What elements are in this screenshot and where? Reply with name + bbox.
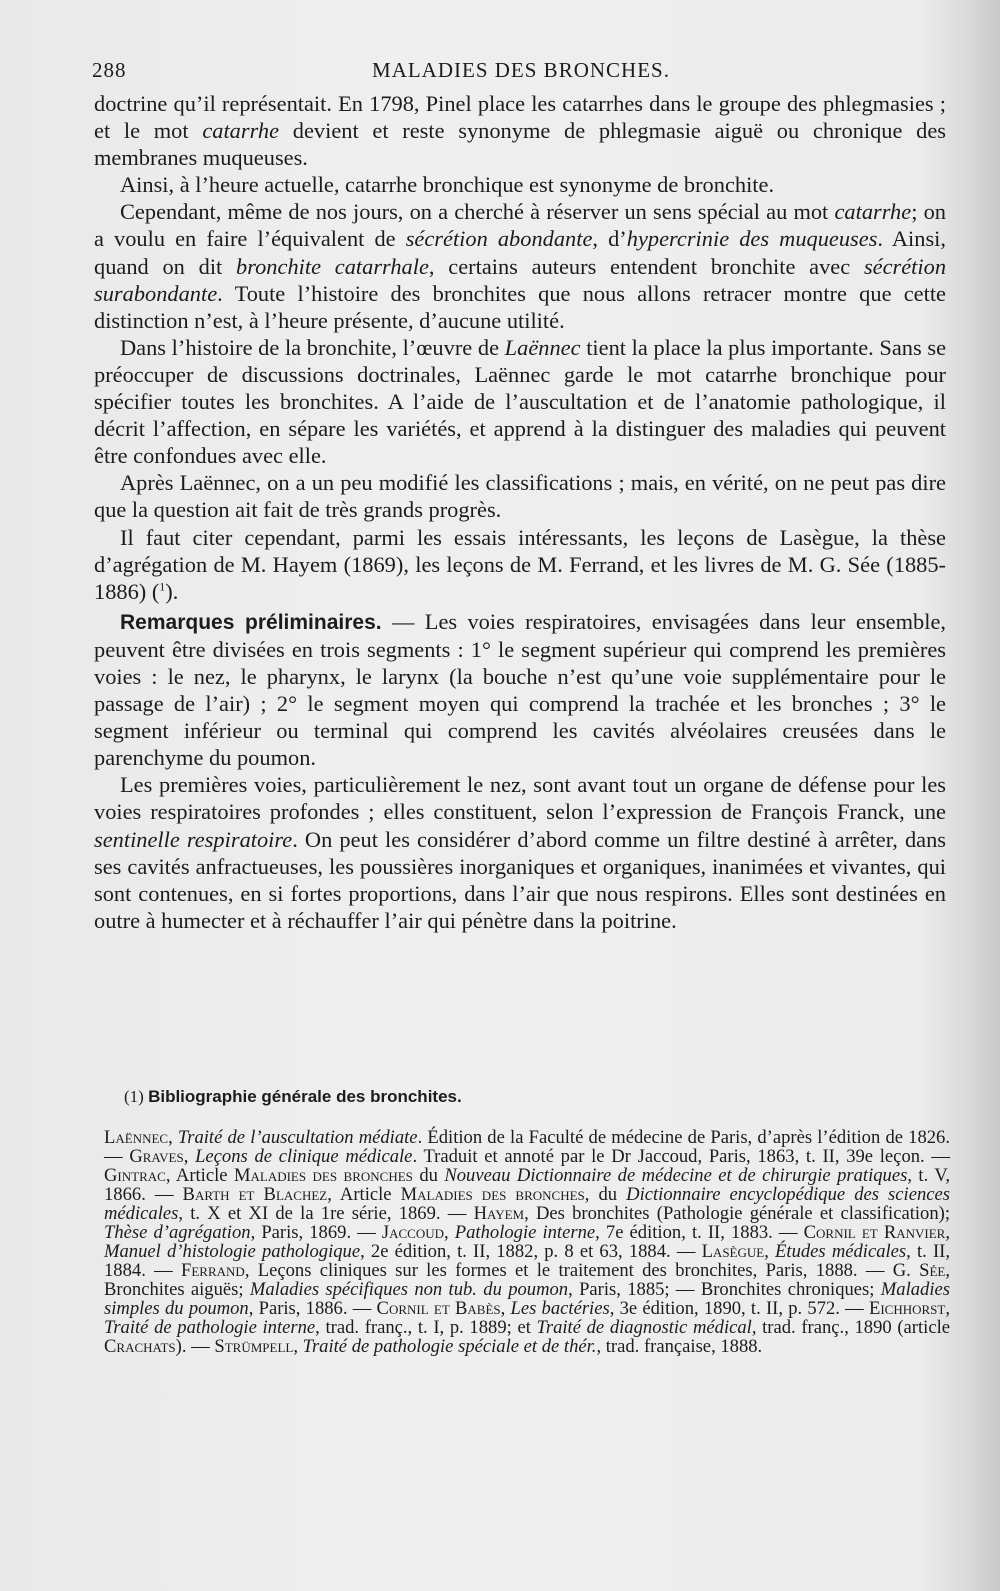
page-number: 288 xyxy=(92,58,127,82)
footnote-heading: (1) Bibliographie générale des bronchites. xyxy=(124,1087,462,1106)
running-head: MALADIES DES BRONCHES. xyxy=(372,58,670,82)
page-header xyxy=(92,58,950,88)
paragraph-4: Dans l’histoire de la bronchite, l’œuvre de Laënnec tient la place la plus importante. Sans se préoccuper de discussions doctrinales, Laënnec garde le mot catarrhe bronchique pour spécifier toutes les bronchites. A l’aide de l’auscultation et de l’anatomie pathologique, il décrit l’affection, en sépare les variétés, et apprend à la distinguer des maladies qui peuvent être confondues avec elle. xyxy=(94,334,947,469)
paragraph-remarques: Remarques préliminaires. — Les voies respiratoires, envisagées dans leur ensemble, peuvent être divisées en trois segments : 1° le segment supérieur qui comprend les premières voies : le nez, le pharynx, le larynx (la bouche n’est qu’une voie supplémentaire pour le passage de l’air) ; 2° le segment moyen qui comprend la trachée et les bronches ; 3° le segment inférieur ou terminal qui comprend les cavités alvéolaires creusées dans le parenchyme du poumon. xyxy=(94,608,946,771)
main-text xyxy=(94,90,946,934)
paragraph-8: Les premières voies, particulièrement le nez, sont avant tout un organe de défense pour les voies respiratoires profondes ; elles constituent, selon l’expression de François Franck, une sentinelle respiratoire. On peut les considérer d’abord comme un filtre destiné à arrêter, dans ses cavités anfractueuses, les poussières inorganiques et organiques, inanimées et vivantes, qui sont contenues, en si fortes proportions, dans l’air que nous respirons. Elles sont destinées en outre à humecter et à réchauffer l’air qui pénètre dans la poitrine. xyxy=(94,772,946,933)
paragraph-1: doctrine qu’il représentait. En 1798, Pinel place les catarrhes dans le groupe des phlegmasies ; et le mot catarrhe devient et reste synonyme de phlegmasie aiguë ou chronique des membranes muqueuses. xyxy=(94,91,946,171)
paragraph-5: Après Laënnec, on a un peu modifié les classifications ; mais, en vérité, on ne peut pas dire que la question ait fait de très grands progrès. xyxy=(94,470,946,523)
footnote-ref: 1 xyxy=(159,579,166,594)
footnote xyxy=(104,1087,950,1356)
paragraph-2: Ainsi, à l’heure actuelle, catarrhe bronchique est synonyme de bronchite. xyxy=(120,172,775,198)
bibliography-text: Laënnec, Traité de l’auscultation médiate. Édition de la Faculté de médecine de Paris, d’après l’édition de 1826. — Graves, Leçons de clinique médicale. Traduit et annoté par le Dr Jaccoud, Paris, 1863, t. II, 39e leçon. — Gintrac, Article Maladies des bronches du Nouveau Dictionnaire de médecine et de chirurgie pratiques, t. V, 1866. — Barth et Blachez, Article Maladies des bronches, du Dictionnaire encyclopédique des sciences médicales, t. X et XI de la 1re série, 1869. — Hayem, Des bronchites (Pathologie générale et classification); Thèse d’agrégation, Paris, 1869. — Jaccoud, Pathologie interne, 7e édition, t. II, 1883. — Cornil et Ranvier, Manuel d’histologie pathologique, 2e édition, t. II, 1882, p. 8 et 63, 1884. — Lasègue, Études médicales, t. II, 1884. — Ferrand, Leçons cliniques sur les formes et le traitement des bronchites, Paris, 1888. — G. Sée, Bronchites aiguës; Maladies spécifiques non tub. du poumon, Paris, 1885; — Bronchites chroniques; Maladies simples du poumon, Paris, 1886. — Cornil et Babès, Les bactéries, 3e édition, 1890, t. II, p. 572. — Eichhorst, Traité de pathologie interne, trad. franç., t. I, p. 1889; et Traité de diagnostic médical, trad. franç., 1890 (article Crachats). — Strümpell, Traité de pathologie spéciale et de thér., trad. française, 1888. xyxy=(104,1127,951,1357)
section-heading: Remarques préliminaires. xyxy=(120,610,382,634)
paragraph-6: Il faut citer cependant, parmi les essais intéressants, les leçons de Lasègue, la thèse d’agrégation de M. Hayem (1869), les leçons de M. Ferrand, et les livres de M. G. Sée (1885-1886) ($^1$). xyxy=(94,524,946,604)
paragraph-3: Cependant, même de nos jours, on a cherché à réserver un sens spécial au mot catarrhe; on a voulu en faire l’équivalent de sécrétion abondante, d’hypercrinie des muqueuses. Ainsi, quand on dit bronchite catarrhale, certains auteurs entendent bronchite avec sécrétion surabondante. Toute l’histoire des bronchites que nous allons retracer montre que cette distinction n’est, à l’heure présente, d’aucune utilité. xyxy=(94,199,947,333)
